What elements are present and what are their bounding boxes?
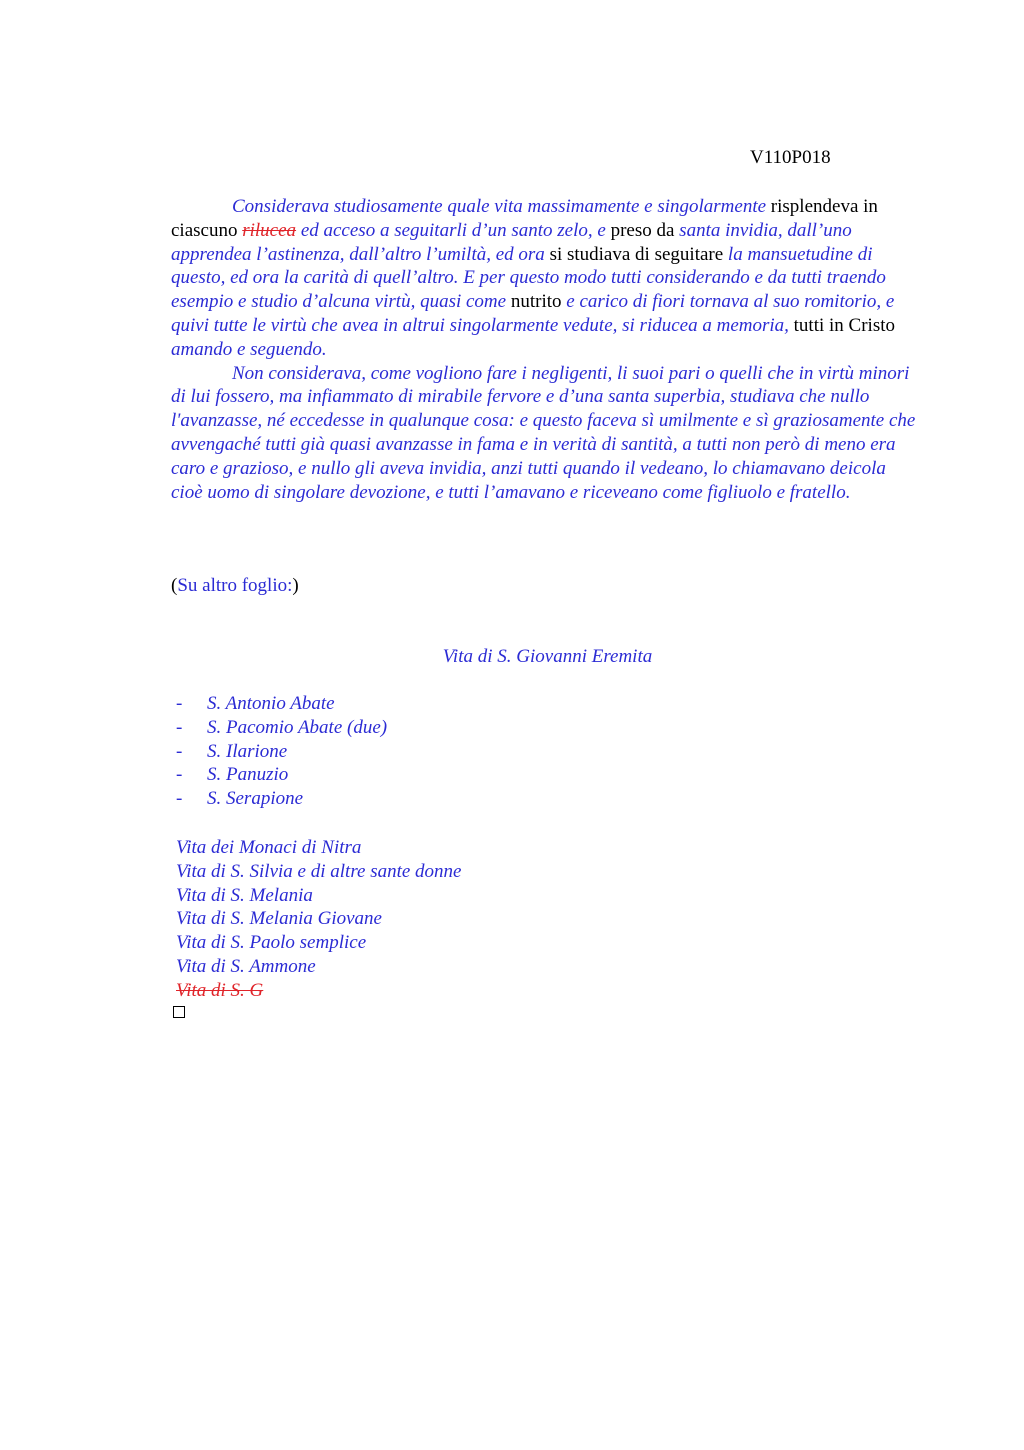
paragraph-1-seg: tutti in Cristo [788,314,896,336]
saint-name: S. Panuzio [207,764,289,786]
paragraph-1-seg: si studiava di seguitare [544,243,728,265]
list-item: Vita di S. Silvia e di altre sante donne [176,860,462,882]
list-item [176,787,387,811]
paragraph-1-seg: santa invidia, dall’uno apprendea l’astinenza, dall’altro l’umiltà, ed ora [171,219,852,265]
section-title: Vita di S. Giovanni Eremita [442,646,653,667]
list-item: Vita di S. Paolo semplice [176,932,367,954]
list-dash: - [176,693,183,714]
list-dash: - [176,764,183,786]
paragraph-1-seg: e carico di fiori tornava al suo romitorio, e quivi tutte le virtù che avea in altrui singolarmente vedute, si riducea a memoria, [171,291,895,336]
list-item: Vita di S. Ammone [176,955,316,977]
list-item [176,740,387,764]
body-text [171,195,916,504]
list-item: Vita dei Monaci di Nitra [176,837,362,858]
note-other-sheet [171,575,299,597]
lives-list [176,836,461,1003]
paragraph-1-seg: amando e seguendo. [171,338,327,360]
empty-box-icon [173,1006,185,1018]
list-item: Vita di S. Melania [176,884,313,906]
paragraph-1-seg: risplendeva in ciascuno [171,196,878,241]
paragraph-2: Non considerava, come vogliono fare i negligenti, li suoi pari o quelli che in virtù minori di lui fossero, ma infiammato di mirabile fervore e d’una santa superbia, studiava che nullo l'avanzasse, né eccedesse in qualunque cosa: e questo faceva sì umilmente e sì graziosamente che avvengaché tutti già quasi avanzasse in fama e in verità di santità, a tutti non però di meno era caro e grazioso, e nullo gli aveva invidia, anzi tutti quando il vedeano, lo chiamavano deicola cioè uomo di singolare devozione, e tutti l’amavano e riceveano come figliuolo e fratello. [171,362,916,503]
paragraph-1-seg: Considerava studiosamente quale vita massimamente e singolarmente [232,196,767,217]
list-item-deleted: Vita di S. G [176,979,264,1001]
note-text: Su altro foglio: [177,575,293,596]
note-close-paren: ) [292,575,299,596]
list-dash: - [176,716,183,738]
paragraph-1-seg: la mansuetudine di questo, ed ora la carità di quell’altro. E per questo modo tutti considerando e da tutti traendo esempio e studio d’alcuna virtù, quasi come [171,243,886,313]
list-dash: - [176,740,183,762]
paragraph-1 [171,195,916,362]
list-dash: - [176,788,183,810]
paragraph-1-seg: nutrito [506,291,567,313]
saint-name: S. Pacomio Abate (due) [207,716,388,738]
list-item [176,763,387,787]
saint-name: S. Antonio Abate [207,693,335,714]
paragraph-1-seg: preso da [605,219,680,241]
note-open-paren: ( [171,575,178,596]
list-item [176,716,387,740]
list-item: Vita di S. Melania Giovane [176,908,382,930]
list-item [176,692,387,716]
saints-list [176,692,387,811]
paragraph-1-seg-deleted: rilucea [242,219,297,241]
saint-name: S. Ilarione [207,740,288,762]
saint-name: S. Serapione [207,788,304,810]
paragraph-1-seg: ed acceso a seguitarli d’un santo zelo, e [296,219,606,241]
page-id: V110P018 [750,147,831,168]
